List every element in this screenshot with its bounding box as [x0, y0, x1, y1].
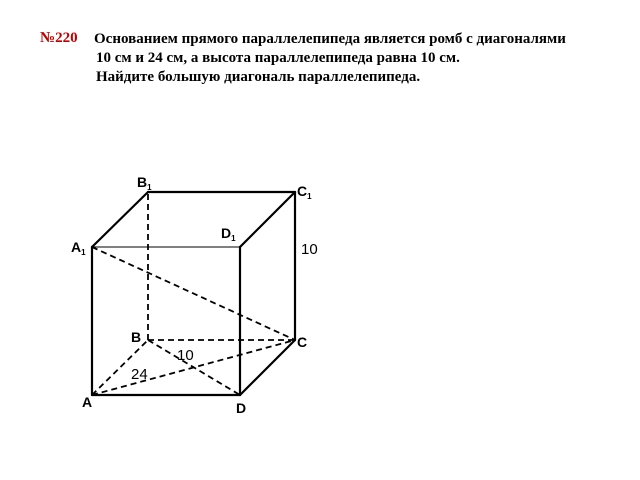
problem-line-2: 10 см и 24 см, а высота параллелепипеда равна 10 см. — [96, 50, 460, 66]
measure-long-diagonal: 24 — [131, 366, 148, 383]
edge-A1-B1 — [92, 192, 148, 247]
vertex-label-B: B — [131, 329, 142, 345]
edge-C1-D1 — [240, 192, 295, 247]
vertex-label-C1: $C_1$ — [297, 183, 312, 201]
problem-line-1: Основанием прямого параллелепипеда является ромб с диагоналями — [94, 31, 566, 47]
vertex-label-C: C — [297, 334, 308, 350]
problem-line-3: Найдите большую диагональ параллелепипеда. — [96, 69, 421, 85]
measure-height: 10 — [301, 241, 318, 258]
vertex-label-D1: $D_1$ — [221, 225, 236, 243]
diagonal-B-D — [148, 340, 240, 395]
vertex-label-D: D — [236, 400, 247, 416]
vertex-label-A: A — [82, 394, 93, 410]
problem-number: №220 — [40, 30, 78, 46]
vertex-label-A1: $A_1$ — [71, 239, 86, 257]
measure-short-diagonal: 10 — [177, 347, 194, 364]
diagonal-A1-C — [92, 247, 295, 340]
vertex-label-B1: $B_1$ — [137, 174, 152, 192]
